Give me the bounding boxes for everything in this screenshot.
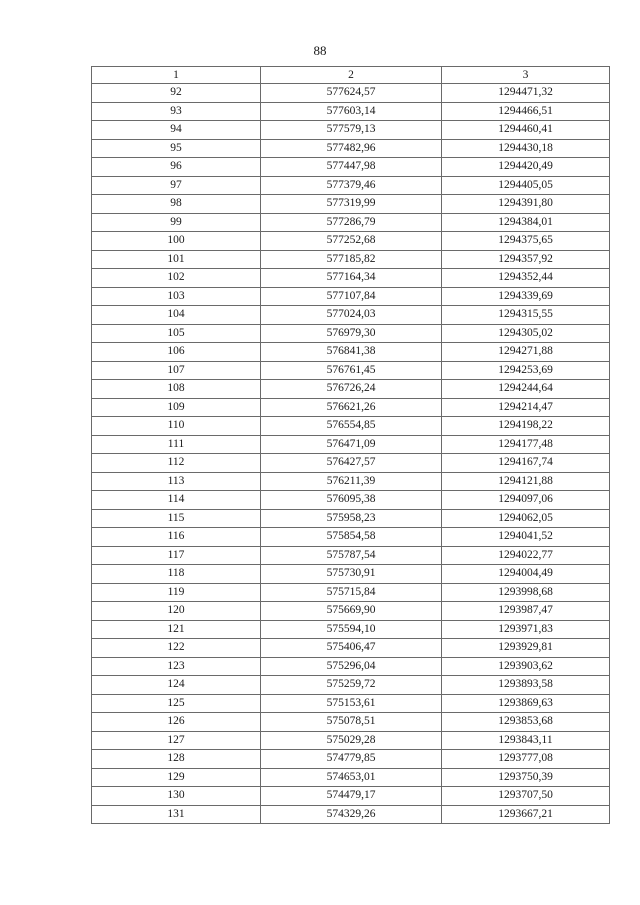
point-number-cell: 104	[92, 306, 261, 325]
y-coordinate-cell: 1293893,58	[442, 676, 610, 695]
y-coordinate-cell: 1293750,39	[442, 768, 610, 787]
table-row	[92, 472, 610, 491]
y-coordinate-cell: 1293667,21	[442, 805, 610, 824]
table-row	[92, 565, 610, 584]
y-coordinate-cell: 1294375,65	[442, 232, 610, 251]
point-number-cell: 115	[92, 509, 261, 528]
x-coordinate-cell: 575854,58	[261, 528, 442, 547]
table-row	[92, 139, 610, 158]
x-coordinate-cell: 575787,54	[261, 546, 442, 565]
x-coordinate-cell: 577185,82	[261, 250, 442, 269]
x-coordinate-cell: 577164,34	[261, 269, 442, 288]
point-number-cell: 110	[92, 417, 261, 436]
x-coordinate-cell: 577482,96	[261, 139, 442, 158]
x-coordinate-cell: 575669,90	[261, 602, 442, 621]
y-coordinate-cell: 1293843,11	[442, 731, 610, 750]
x-coordinate-cell: 577252,68	[261, 232, 442, 251]
point-number-cell: 111	[92, 435, 261, 454]
point-number-cell: 92	[92, 84, 261, 103]
point-number-cell: 107	[92, 361, 261, 380]
table-row	[92, 324, 610, 343]
x-coordinate-cell: 577107,84	[261, 287, 442, 306]
table-row	[92, 750, 610, 769]
x-coordinate-cell: 576554,85	[261, 417, 442, 436]
x-coordinate-cell: 576761,45	[261, 361, 442, 380]
coordinates-table	[91, 66, 610, 824]
point-number-cell: 124	[92, 676, 261, 695]
x-coordinate-cell: 575406,47	[261, 639, 442, 658]
table-row	[92, 176, 610, 195]
y-coordinate-cell: 1294420,49	[442, 158, 610, 177]
point-number-cell: 93	[92, 102, 261, 121]
point-number-cell: 126	[92, 713, 261, 732]
table-row	[92, 546, 610, 565]
table-row	[92, 250, 610, 269]
y-coordinate-cell: 1294271,88	[442, 343, 610, 362]
y-coordinate-cell: 1293929,81	[442, 639, 610, 658]
y-coordinate-cell: 1294352,44	[442, 269, 610, 288]
table-row	[92, 435, 610, 454]
y-coordinate-cell: 1294121,88	[442, 472, 610, 491]
x-coordinate-cell: 577286,79	[261, 213, 442, 232]
x-coordinate-cell: 576979,30	[261, 324, 442, 343]
y-coordinate-cell: 1294471,32	[442, 84, 610, 103]
y-coordinate-cell: 1294384,01	[442, 213, 610, 232]
point-number-cell: 130	[92, 787, 261, 806]
y-coordinate-cell: 1294466,51	[442, 102, 610, 121]
y-coordinate-cell: 1293903,62	[442, 657, 610, 676]
x-coordinate-cell: 577024,03	[261, 306, 442, 325]
y-coordinate-cell: 1293707,50	[442, 787, 610, 806]
table-row	[92, 694, 610, 713]
y-coordinate-cell: 1294244,64	[442, 380, 610, 399]
y-coordinate-cell: 1293853,68	[442, 713, 610, 732]
point-number-cell: 108	[92, 380, 261, 399]
table-row	[92, 102, 610, 121]
y-coordinate-cell: 1294198,22	[442, 417, 610, 436]
table-row	[92, 583, 610, 602]
table-row	[92, 213, 610, 232]
point-number-cell: 117	[92, 546, 261, 565]
point-number-cell: 122	[92, 639, 261, 658]
y-coordinate-cell: 1293869,63	[442, 694, 610, 713]
x-coordinate-cell: 575078,51	[261, 713, 442, 732]
table-row	[92, 398, 610, 417]
x-coordinate-cell: 576841,38	[261, 343, 442, 362]
x-coordinate-cell: 577603,14	[261, 102, 442, 121]
point-number-cell: 112	[92, 454, 261, 473]
point-number-cell: 128	[92, 750, 261, 769]
x-coordinate-cell: 576471,09	[261, 435, 442, 454]
point-number-cell: 102	[92, 269, 261, 288]
x-coordinate-cell: 576095,38	[261, 491, 442, 510]
point-number-cell: 94	[92, 121, 261, 140]
point-number-cell: 123	[92, 657, 261, 676]
y-coordinate-cell: 1293777,08	[442, 750, 610, 769]
table-row	[92, 306, 610, 325]
table-row	[92, 84, 610, 103]
table-row	[92, 491, 610, 510]
y-coordinate-cell: 1294315,55	[442, 306, 610, 325]
table-row	[92, 657, 610, 676]
table-row	[92, 676, 610, 695]
point-number-cell: 114	[92, 491, 261, 510]
x-coordinate-cell: 577579,13	[261, 121, 442, 140]
point-number-cell: 120	[92, 602, 261, 621]
table-row	[92, 269, 610, 288]
point-number-cell: 125	[92, 694, 261, 713]
point-number-cell: 105	[92, 324, 261, 343]
table-row	[92, 620, 610, 639]
table-row	[92, 509, 610, 528]
point-number-cell: 118	[92, 565, 261, 584]
y-coordinate-cell: 1294405,05	[442, 176, 610, 195]
y-coordinate-cell: 1294305,02	[442, 324, 610, 343]
table-row	[92, 232, 610, 251]
x-coordinate-cell: 574779,85	[261, 750, 442, 769]
y-coordinate-cell: 1294357,92	[442, 250, 610, 269]
y-coordinate-cell: 1294062,05	[442, 509, 610, 528]
table-row	[92, 158, 610, 177]
x-coordinate-cell: 575296,04	[261, 657, 442, 676]
point-number-cell: 100	[92, 232, 261, 251]
table-row	[92, 805, 610, 824]
point-number-cell: 98	[92, 195, 261, 214]
point-number-cell: 127	[92, 731, 261, 750]
table-row	[92, 602, 610, 621]
x-coordinate-cell: 574479,17	[261, 787, 442, 806]
x-coordinate-cell: 576621,26	[261, 398, 442, 417]
y-coordinate-cell: 1294339,69	[442, 287, 610, 306]
y-coordinate-cell: 1293998,68	[442, 583, 610, 602]
table-row	[92, 195, 610, 214]
table-row	[92, 417, 610, 436]
table-row	[92, 380, 610, 399]
point-number-cell: 116	[92, 528, 261, 547]
page-number: 88	[313, 43, 327, 58]
x-coordinate-cell: 576726,24	[261, 380, 442, 399]
x-coordinate-cell: 575730,91	[261, 565, 442, 584]
table-row	[92, 731, 610, 750]
x-coordinate-cell: 575259,72	[261, 676, 442, 695]
point-number-cell: 99	[92, 213, 261, 232]
y-coordinate-cell: 1294253,69	[442, 361, 610, 380]
y-coordinate-cell: 1294214,47	[442, 398, 610, 417]
table-row	[92, 454, 610, 473]
y-coordinate-cell: 1294022,77	[442, 546, 610, 565]
table-row	[92, 787, 610, 806]
point-number-cell: 106	[92, 343, 261, 362]
point-number-cell: 131	[92, 805, 261, 824]
point-number-cell: 103	[92, 287, 261, 306]
table-row	[92, 768, 610, 787]
column-header-1: 1	[92, 67, 261, 84]
x-coordinate-cell: 577624,57	[261, 84, 442, 103]
y-coordinate-cell: 1294167,74	[442, 454, 610, 473]
table-row	[92, 343, 610, 362]
y-coordinate-cell: 1294004,49	[442, 565, 610, 584]
point-number-cell: 95	[92, 139, 261, 158]
x-coordinate-cell: 575153,61	[261, 694, 442, 713]
x-coordinate-cell: 575594,10	[261, 620, 442, 639]
x-coordinate-cell: 574653,01	[261, 768, 442, 787]
y-coordinate-cell: 1294460,41	[442, 121, 610, 140]
table-row	[92, 121, 610, 140]
table-row	[92, 528, 610, 547]
y-coordinate-cell: 1294430,18	[442, 139, 610, 158]
y-coordinate-cell: 1293987,47	[442, 602, 610, 621]
y-coordinate-cell: 1293971,83	[442, 620, 610, 639]
x-coordinate-cell: 575715,84	[261, 583, 442, 602]
y-coordinate-cell: 1294391,80	[442, 195, 610, 214]
y-coordinate-cell: 1294097,06	[442, 491, 610, 510]
column-header-3: 3	[442, 67, 610, 84]
y-coordinate-cell: 1294177,48	[442, 435, 610, 454]
table-row	[92, 287, 610, 306]
x-coordinate-cell: 577447,98	[261, 158, 442, 177]
point-number-cell: 109	[92, 398, 261, 417]
x-coordinate-cell: 576427,57	[261, 454, 442, 473]
x-coordinate-cell: 577319,99	[261, 195, 442, 214]
y-coordinate-cell: 1294041,52	[442, 528, 610, 547]
x-coordinate-cell: 574329,26	[261, 805, 442, 824]
header-row	[92, 67, 610, 84]
column-header-2: 2	[261, 67, 442, 84]
table-row	[92, 713, 610, 732]
point-number-cell: 96	[92, 158, 261, 177]
table-row	[92, 639, 610, 658]
point-number-cell: 121	[92, 620, 261, 639]
x-coordinate-cell: 575958,23	[261, 509, 442, 528]
point-number-cell: 113	[92, 472, 261, 491]
table-row	[92, 361, 610, 380]
point-number-cell: 97	[92, 176, 261, 195]
x-coordinate-cell: 577379,46	[261, 176, 442, 195]
table-body	[92, 84, 610, 824]
x-coordinate-cell: 576211,39	[261, 472, 442, 491]
point-number-cell: 101	[92, 250, 261, 269]
point-number-cell: 119	[92, 583, 261, 602]
point-number-cell: 129	[92, 768, 261, 787]
x-coordinate-cell: 575029,28	[261, 731, 442, 750]
